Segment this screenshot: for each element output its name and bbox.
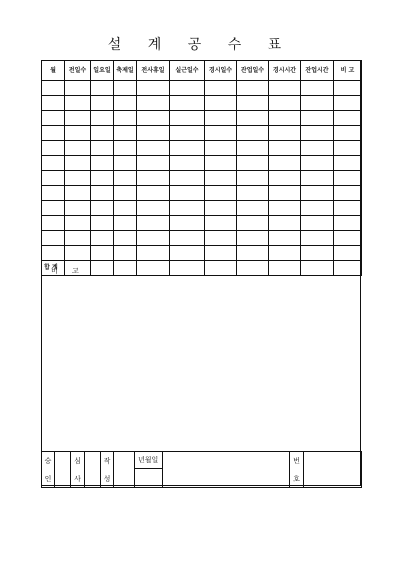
table-cell bbox=[65, 126, 91, 141]
table-row bbox=[42, 111, 362, 126]
table-cell bbox=[269, 141, 301, 156]
col-month: 월 bbox=[42, 61, 65, 81]
table-cell bbox=[114, 246, 137, 261]
table-cell bbox=[269, 171, 301, 186]
table-cell bbox=[301, 186, 334, 201]
table-cell bbox=[269, 231, 301, 246]
col-regular-days: 경시일수 bbox=[205, 61, 237, 81]
table-cell bbox=[65, 216, 91, 231]
table-cell bbox=[137, 96, 170, 111]
table-cell bbox=[170, 96, 205, 111]
table-cell bbox=[334, 111, 362, 126]
table-cell bbox=[237, 171, 269, 186]
table-cell bbox=[137, 81, 170, 96]
table-cell bbox=[205, 216, 237, 231]
table-cell bbox=[114, 171, 137, 186]
table-cell bbox=[237, 201, 269, 216]
table-cell bbox=[237, 186, 269, 201]
table-cell bbox=[65, 231, 91, 246]
table-cell bbox=[269, 126, 301, 141]
remarks-label: 비 고 bbox=[51, 267, 85, 275]
table-cell bbox=[170, 246, 205, 261]
table-cell bbox=[269, 111, 301, 126]
table-row bbox=[42, 156, 362, 171]
table-cell bbox=[334, 231, 362, 246]
table-cell bbox=[205, 141, 237, 156]
table-cell bbox=[42, 171, 65, 186]
table-cell bbox=[42, 246, 65, 261]
table-cell bbox=[65, 141, 91, 156]
table-cell bbox=[42, 111, 65, 126]
table-cell bbox=[42, 201, 65, 216]
col-actual-workdays: 실근일수 bbox=[170, 61, 205, 81]
table-cell bbox=[42, 231, 65, 246]
table-row bbox=[42, 141, 362, 156]
col-holidays: 축제일 bbox=[114, 61, 137, 81]
table-cell bbox=[137, 171, 170, 186]
table-cell bbox=[237, 156, 269, 171]
date-value-box bbox=[135, 469, 163, 488]
table-cell bbox=[137, 246, 170, 261]
table-cell bbox=[114, 186, 137, 201]
table-cell bbox=[42, 141, 65, 156]
col-overtime-days: 잔업일수 bbox=[237, 61, 269, 81]
table-cell bbox=[114, 81, 137, 96]
table-row bbox=[42, 201, 362, 216]
table-cell bbox=[269, 81, 301, 96]
table-cell bbox=[65, 111, 91, 126]
table-cell bbox=[42, 96, 65, 111]
table-cell bbox=[334, 171, 362, 186]
table-row bbox=[42, 186, 362, 201]
table-cell bbox=[42, 156, 65, 171]
table-row bbox=[42, 231, 362, 246]
table-cell bbox=[91, 126, 114, 141]
table-cell bbox=[334, 81, 362, 96]
table-cell bbox=[65, 171, 91, 186]
table-cell bbox=[114, 126, 137, 141]
table-cell bbox=[205, 171, 237, 186]
table-cell bbox=[137, 186, 170, 201]
table-cell bbox=[114, 231, 137, 246]
table-cell bbox=[137, 216, 170, 231]
total-label: 합 계 bbox=[42, 261, 65, 276]
table-cell bbox=[91, 81, 114, 96]
form-title: 설 계 공 수 표 bbox=[107, 37, 293, 53]
review-label: 심 사 bbox=[71, 452, 85, 488]
table-cell bbox=[91, 231, 114, 246]
table-cell bbox=[170, 111, 205, 126]
date-box bbox=[163, 452, 290, 488]
table-cell bbox=[42, 81, 65, 96]
table-cell bbox=[237, 216, 269, 231]
col-sundays: 일요일 bbox=[91, 61, 114, 81]
table-cell bbox=[114, 216, 137, 231]
table-cell bbox=[205, 246, 237, 261]
table-cell bbox=[237, 126, 269, 141]
table-cell bbox=[91, 171, 114, 186]
table-cell bbox=[137, 231, 170, 246]
table-cell bbox=[237, 246, 269, 261]
table-cell bbox=[334, 216, 362, 231]
table-cell bbox=[65, 81, 91, 96]
table-cell bbox=[301, 216, 334, 231]
table-cell bbox=[334, 246, 362, 261]
table-cell bbox=[170, 141, 205, 156]
table-cell bbox=[237, 141, 269, 156]
table-cell bbox=[114, 201, 137, 216]
approve-stamp-box bbox=[55, 452, 71, 488]
table-cell bbox=[205, 261, 237, 276]
table-cell bbox=[301, 261, 334, 276]
table-cell bbox=[301, 171, 334, 186]
author-label: 작 성 bbox=[101, 452, 114, 488]
date-label: 년월일 bbox=[135, 452, 163, 469]
col-overtime-hours: 잔업시간 bbox=[301, 61, 334, 81]
table-cell bbox=[334, 156, 362, 171]
table-cell bbox=[301, 111, 334, 126]
approval-section bbox=[41, 451, 362, 488]
author-stamp-box bbox=[114, 452, 135, 488]
table-cell bbox=[205, 201, 237, 216]
col-regular-hours: 경시시간 bbox=[269, 61, 301, 81]
table-cell bbox=[42, 216, 65, 231]
table-cell bbox=[205, 96, 237, 111]
table-row bbox=[42, 96, 362, 111]
table-cell bbox=[91, 96, 114, 111]
table-cell bbox=[137, 141, 170, 156]
total-row bbox=[42, 261, 362, 276]
table-cell bbox=[170, 81, 205, 96]
table-cell bbox=[114, 156, 137, 171]
table-cell bbox=[301, 126, 334, 141]
table-row bbox=[42, 81, 362, 96]
table-cell bbox=[301, 231, 334, 246]
table-cell bbox=[269, 156, 301, 171]
table-cell bbox=[170, 201, 205, 216]
approve-label: 승 인 bbox=[42, 452, 55, 488]
table-cell bbox=[91, 261, 114, 276]
table-cell bbox=[269, 261, 301, 276]
table-cell bbox=[91, 111, 114, 126]
table-cell bbox=[237, 261, 269, 276]
table-cell bbox=[137, 261, 170, 276]
table-row bbox=[42, 246, 362, 261]
table-cell bbox=[137, 156, 170, 171]
col-remarks: 비 고 bbox=[334, 61, 362, 81]
table-cell bbox=[137, 201, 170, 216]
table-cell bbox=[269, 186, 301, 201]
table-cell bbox=[301, 81, 334, 96]
table-cell bbox=[269, 246, 301, 261]
table-cell bbox=[91, 186, 114, 201]
table-cell bbox=[334, 126, 362, 141]
table-cell bbox=[334, 141, 362, 156]
table-cell bbox=[114, 261, 137, 276]
number-label: 번 호 bbox=[290, 452, 304, 488]
table-cell bbox=[170, 186, 205, 201]
table-header-row bbox=[42, 61, 362, 81]
table-cell bbox=[170, 171, 205, 186]
table-cell bbox=[269, 96, 301, 111]
table-cell bbox=[205, 156, 237, 171]
col-total-days: 전일수 bbox=[65, 61, 91, 81]
table-cell bbox=[114, 96, 137, 111]
number-box bbox=[304, 452, 362, 488]
table-cell bbox=[237, 111, 269, 126]
table-cell bbox=[205, 126, 237, 141]
col-company-holidays: 전사휴일 bbox=[137, 61, 170, 81]
table-cell bbox=[170, 231, 205, 246]
table-cell bbox=[91, 216, 114, 231]
table-cell bbox=[91, 141, 114, 156]
table-cell bbox=[137, 111, 170, 126]
table-cell bbox=[334, 186, 362, 201]
review-stamp-box bbox=[85, 452, 101, 488]
table-cell bbox=[269, 201, 301, 216]
table-cell bbox=[91, 156, 114, 171]
table-cell bbox=[301, 156, 334, 171]
table-cell bbox=[65, 156, 91, 171]
table-cell bbox=[205, 81, 237, 96]
table-cell bbox=[237, 231, 269, 246]
table-cell bbox=[301, 141, 334, 156]
table-cell bbox=[170, 156, 205, 171]
table-cell bbox=[137, 126, 170, 141]
table-cell bbox=[65, 246, 91, 261]
table-cell bbox=[237, 96, 269, 111]
table-row bbox=[42, 171, 362, 186]
table-cell bbox=[65, 96, 91, 111]
table-cell bbox=[334, 201, 362, 216]
table-cell bbox=[170, 261, 205, 276]
table-cell bbox=[205, 186, 237, 201]
table-cell bbox=[114, 111, 137, 126]
table-cell bbox=[42, 126, 65, 141]
table-cell bbox=[334, 96, 362, 111]
table-cell bbox=[91, 201, 114, 216]
table-cell bbox=[237, 81, 269, 96]
table-cell bbox=[301, 246, 334, 261]
table-cell bbox=[205, 231, 237, 246]
table-cell bbox=[269, 216, 301, 231]
table-cell bbox=[301, 96, 334, 111]
table-cell bbox=[205, 111, 237, 126]
table-cell bbox=[334, 261, 362, 276]
table-row bbox=[42, 126, 362, 141]
table-cell bbox=[170, 216, 205, 231]
table-cell bbox=[170, 126, 205, 141]
table-cell bbox=[114, 141, 137, 156]
man-hour-table bbox=[41, 60, 362, 276]
table-cell bbox=[65, 201, 91, 216]
table-cell bbox=[42, 186, 65, 201]
table-cell bbox=[65, 186, 91, 201]
table-row bbox=[42, 216, 362, 231]
table-cell bbox=[301, 201, 334, 216]
table-cell bbox=[91, 246, 114, 261]
